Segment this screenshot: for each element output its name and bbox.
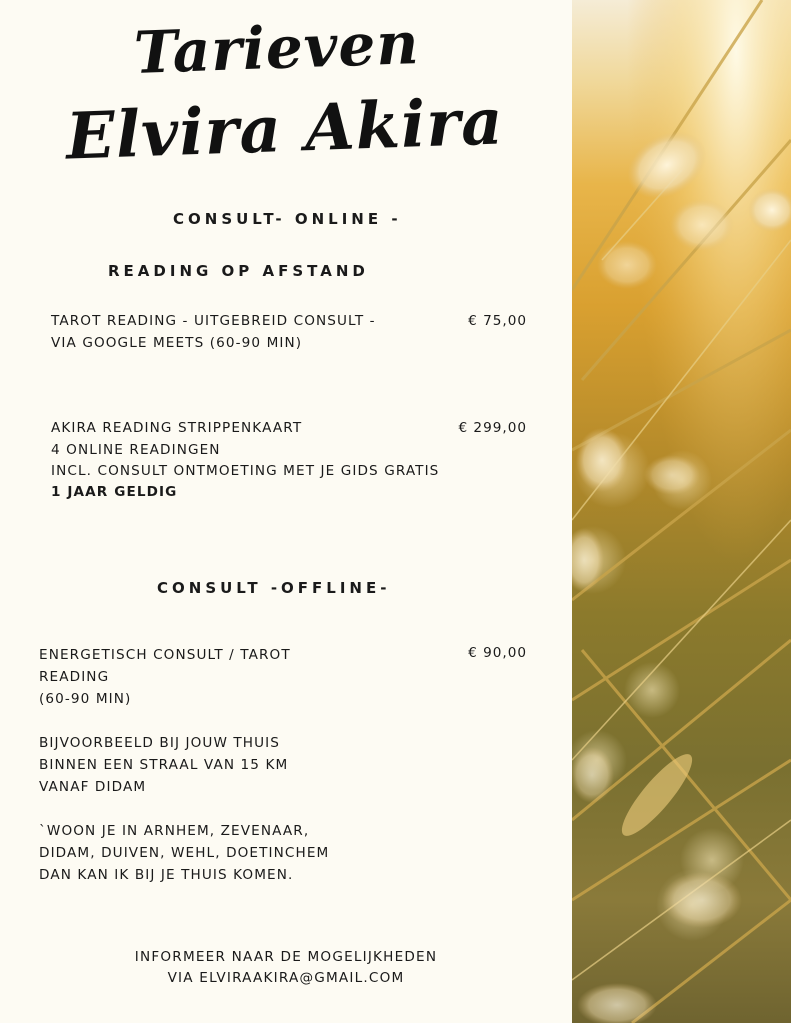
offline-para-1-line-3: VANAF DIDAM [39,779,147,795]
offline-para-2-line-3: DAN KAN IK BIJ JE THUIS KOMEN. [39,867,294,883]
online-item-2-line-3: INCL. CONSULT ONTMOETING MET JE GIDS GRATIS [51,463,440,479]
online-item-2-line-1: AKIRA READING STRIPPENKAART [51,420,303,436]
page-title-line-1: Tarieven [132,9,421,87]
online-item-2-line-2: 4 ONLINE READINGEN [51,442,221,458]
grass-photo [572,0,791,1023]
offline-para-2-line-2: DIDAM, DUIVEN, WEHL, DOETINCHEM [39,845,330,861]
footer-line-1: INFORMEER NAAR DE MOGELIJKHEDEN [134,949,438,965]
page-title-line-2: Elvira Akira [64,84,505,175]
offline-item-1-line-1: ENERGETISCH CONSULT / TAROT [39,647,291,663]
offline-item-1-price: € 90,00 [468,645,527,661]
offline-para-1-line-2: BINNEN EEN STRAAL VAN 15 KM [39,757,289,773]
online-item-1-line-2: VIA GOOGLE MEETS (60-90 MIN) [51,335,303,351]
footer-email-line: VIA ELVIRAAKIRA@GMAIL.COM [167,970,405,986]
online-item-2-price: € 299,00 [458,420,527,436]
section-heading-online: CONSULT- ONLINE - [173,210,402,228]
offline-para-2-line-1: `WOON JE IN ARNHEM, ZEVENAAR, [39,823,310,839]
online-item-2-line-4: 1 JAAR GELDIG [51,484,178,500]
grass-photo-illustration [572,0,791,1023]
offline-para-1-line-1: BIJVOORBEELD BIJ JOUW THUIS [39,735,281,751]
online-item-1-price: € 75,00 [468,313,527,329]
section-heading-offline: CONSULT -OFFLINE- [157,579,391,597]
section-subheading-online: READING OP AFSTAND [108,262,369,280]
offline-item-1-line-3: (60-90 MIN) [39,691,132,707]
online-item-1-line-1: TAROT READING - UITGEBREID CONSULT - [51,313,376,329]
offline-item-1-line-2: READING [39,669,110,685]
